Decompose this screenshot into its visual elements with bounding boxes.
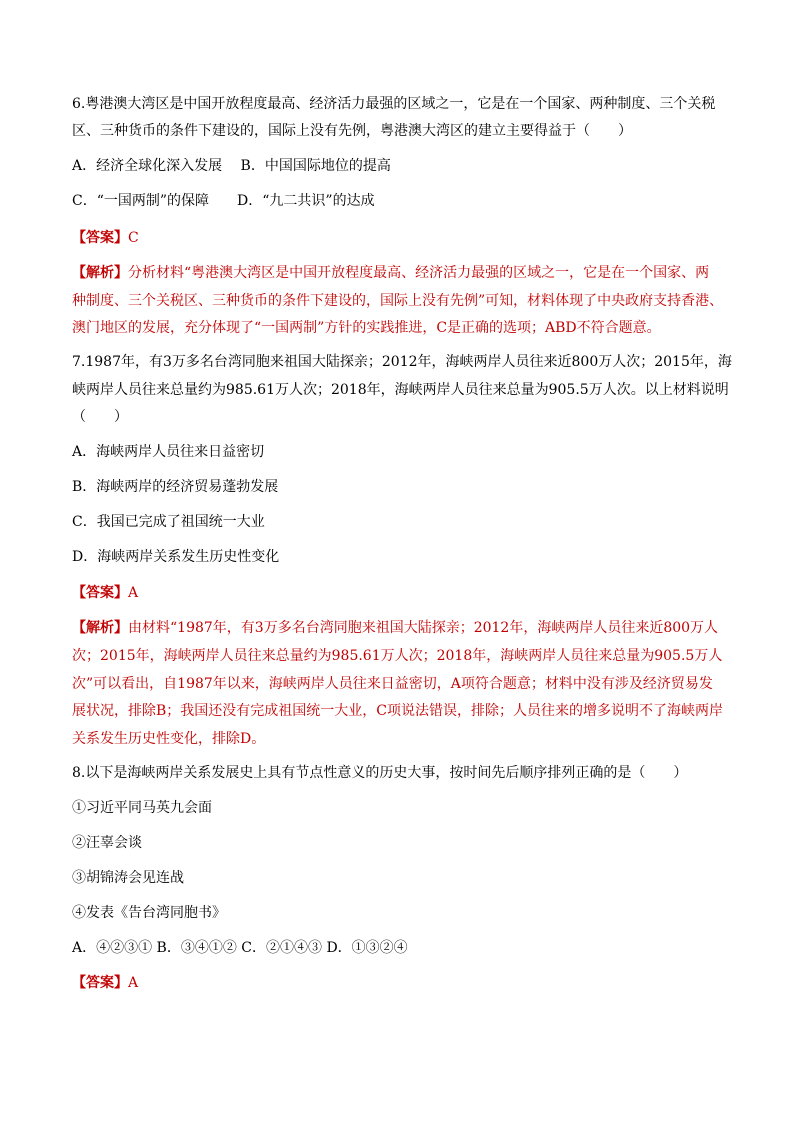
q6-analysis-line3: 澳门地区的发展，充分体现了“一国两制”方针的实践推进，C是正确的选项；ABD不符合题意。 bbox=[72, 320, 661, 336]
q6-analysis-line1 bbox=[72, 263, 732, 283]
q6-options-line1: A．经济全球化深入发展 B．中国国际地位的提高 bbox=[72, 158, 391, 174]
q7-analysis-line3: 次”可以看出，自1987年以来，海峡两岸人员往来日益密切，A项符合题意；材料中没有涉及经济贸易发 bbox=[72, 676, 713, 692]
q6-options-line2: C．“一国两制”的保障 D．“九二共识”的达成 bbox=[72, 193, 375, 209]
q7-stem-line3: （ ） bbox=[72, 409, 128, 425]
q6-answer bbox=[72, 228, 732, 248]
analysis-text: 分析材料“粤港澳大湾区是中国开放程度最高、经济活力最强的区域之一，它是在一个国家、两 bbox=[128, 265, 710, 281]
q7-answer bbox=[72, 583, 732, 603]
q7-option-d: D．海峡两岸关系发生历史性变化 bbox=[72, 549, 280, 565]
answer-label: 【答案】 bbox=[72, 975, 128, 991]
q6-analysis-line2: 种制度、三个关税区、三种货币的条件下建设的，国际上没有先例”可知，材料体现了中央政府支持香港、 bbox=[72, 293, 724, 309]
q8-item-4: ④发表《告台湾同胞书》 bbox=[72, 905, 226, 921]
q6-stem-line2: 区、三种货币的条件下建设的，国际上没有先例，粤港澳大湾区的建立主要得益于（ ） bbox=[72, 123, 632, 139]
answer-value: C bbox=[128, 230, 139, 246]
q7-stem-line2: 峡两岸人员往来总量约为985.61万人次；2018年，海峡两岸人员往来总量为905.5万人次。以上材料说明 bbox=[72, 382, 729, 398]
q7-analysis-line2: 次；2015年，海峡两岸人员往来总量约为985.61万人次；2018年，海峡两岸人员往来总量为905.5万人 bbox=[72, 648, 723, 664]
answer-label: 【答案】 bbox=[72, 585, 128, 601]
q6-stem-line1: 6.粤港澳大湾区是中国开放程度最高、经济活力最强的区域之一，它是在一个国家、两种制度、三个关税 bbox=[72, 96, 716, 112]
q7-option-a: A．海峡两岸人员往来日益密切 bbox=[72, 444, 265, 460]
q7-analysis-line5: 关系发生历史性变化，排除D。 bbox=[72, 731, 266, 747]
q8-item-3: ③胡锦涛会见连战 bbox=[72, 870, 184, 886]
q8-item-1: ①习近平同马英九会面 bbox=[72, 800, 212, 816]
q7-stem-line1: 7.1987年，有3万多名台湾同胞来祖国大陆探亲；2012年，海峡两岸人员往来近800万人次；2015年，海 bbox=[72, 354, 732, 370]
q7-option-b: B．海峡两岸的经济贸易蓬勃发展 bbox=[72, 479, 279, 495]
answer-label: 【答案】 bbox=[72, 230, 128, 246]
q8-stem: 8.以下是海峡两岸关系发展史上具有节点性意义的历史大事，按时间先后顺序排列正确的是（ ） bbox=[72, 765, 688, 781]
q8-answer bbox=[72, 973, 732, 993]
analysis-label: 【解析】 bbox=[72, 620, 128, 636]
q7-analysis-line1 bbox=[72, 618, 732, 638]
analysis-text: 由材料“1987年，有3万多名台湾同胞来祖国大陆探亲；2012年，海峡两岸人员往来近800万人 bbox=[128, 620, 719, 636]
answer-value: A bbox=[128, 975, 139, 991]
q8-options: A．④②③① B．③④①② C．②①④③ D．①③②④ bbox=[72, 940, 408, 956]
q7-option-c: C．我国已完成了祖国统一大业 bbox=[72, 514, 265, 530]
answer-value: A bbox=[128, 585, 139, 601]
q7-analysis-line4: 展状况，排除B；我国还没有完成祖国统一大业，C项说法错误，排除；人员往来的增多说明不了海峡两岸 bbox=[72, 703, 723, 719]
analysis-label: 【解析】 bbox=[72, 265, 128, 281]
q8-item-2: ②汪辜会谈 bbox=[72, 835, 142, 851]
